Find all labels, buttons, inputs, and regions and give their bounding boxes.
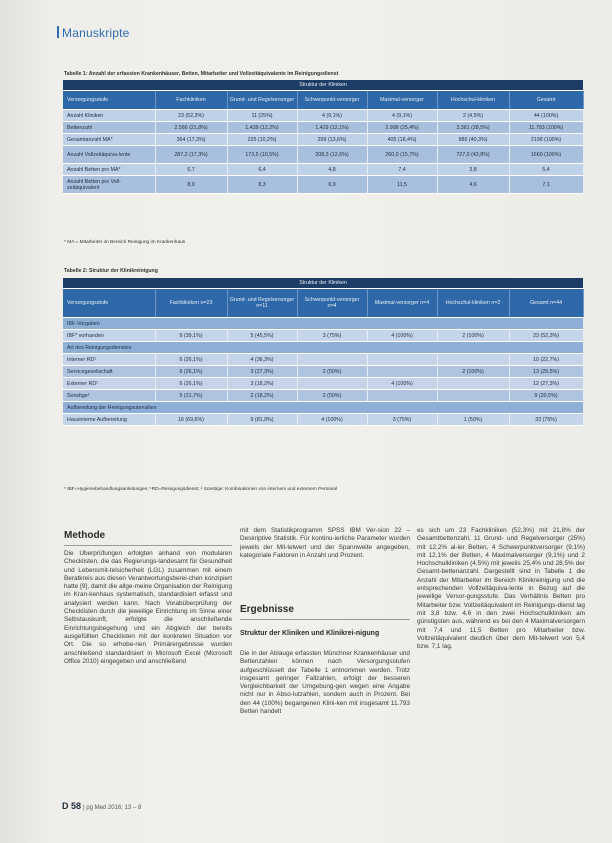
table-cell: 2 (50%)	[297, 390, 367, 402]
table-cell	[437, 354, 509, 366]
table1-band: Struktur der Kliniken	[63, 80, 583, 91]
table-cell	[297, 378, 367, 390]
table-cell: 3,8	[437, 164, 509, 176]
ergebnisse-col2	[240, 650, 410, 790]
table2-column-header: Maximal-versorger n=4	[367, 289, 437, 318]
table-cell: 4 (9,1%)	[297, 110, 367, 122]
table-cell: 6,9	[297, 176, 367, 194]
table2-footnote: * IBF=Hygienebehandlungsanleitungen; ¹RD=Reinigungsdienst; ² Sonstige: Kombinationen von internem und externem Personal	[64, 487, 338, 492]
table-cell	[367, 354, 437, 366]
table-cell: 173,5 (10,5%)	[227, 146, 297, 164]
table-cell: 3 (27,3%)	[227, 366, 297, 378]
title-bar	[57, 26, 59, 38]
table-cell: 6 (26,1%)	[155, 366, 227, 378]
table-cell: 4 (100%)	[367, 378, 437, 390]
table-cell: 3 (18,2%)	[227, 378, 297, 390]
table-cell	[367, 366, 437, 378]
table-cell: 2 (100%)	[437, 330, 509, 342]
table-cell: Servicegesellschaft	[63, 366, 155, 378]
table-cell: Interner RD¹	[63, 354, 155, 366]
table-cell	[297, 354, 367, 366]
methode-heading: Methode	[64, 530, 106, 541]
table-row	[63, 110, 583, 122]
ergebnisse-text: Die in der Ablauge erfassten Münchner Krankenhäuser und Bettenzahlen können nach Versorgungsstufen aufgeschlüsselt der Tabelle 1 entnommen werden. Trotz insgesamt geringer Fallzahlen, erfolgt der besseren Vergleichbarkeit der Umgebung-gen wegen eine Angabe nicht nur in Abso-lutzahlen, sondern auch in Prozent. Bei den 44 (100%) begangenen Klini-ken mit insgesamt 11.793 Betten handelt	[240, 650, 410, 716]
section-title	[57, 26, 130, 40]
table-cell	[437, 390, 509, 402]
table-row	[63, 122, 583, 134]
table-cell: 11,5	[367, 176, 437, 194]
ergebnisse-subheading: Struktur der Kliniken und Klinikrei-nigung	[240, 630, 380, 637]
table-cell: 405 (18,4%)	[367, 134, 437, 146]
table-cell: 4 (36,3%)	[227, 354, 297, 366]
table-cell: 4 (9,1%)	[367, 110, 437, 122]
table-cell: 2 (100%)	[437, 366, 509, 378]
table2-band: Struktur der Kliniken	[63, 278, 583, 289]
table-cell	[437, 378, 509, 390]
table1-column-header: Gesamt	[509, 91, 583, 110]
table-row	[63, 330, 583, 342]
table-row	[63, 146, 583, 164]
section-label: IBF-Vorgaben	[63, 318, 583, 330]
table-cell: 287,2 (17,3%)	[155, 146, 227, 164]
table-cell: 8,9	[155, 176, 227, 194]
table-cell: 4,6	[437, 176, 509, 194]
table-cell: 6 (26,1%)	[155, 378, 227, 390]
table-row	[63, 378, 583, 390]
table-cell: 9 (39,1%)	[155, 330, 227, 342]
table-cell: Gesamtanzahl MA*	[63, 134, 155, 146]
table-cell: 5 (21,7%)	[155, 390, 227, 402]
table1-caption: Tabelle 1: Anzahl der erfassten Krankenhäuser, Betten, Mitarbeiter und Vollzeitäquivalente im Reinigungsdienst	[64, 71, 339, 77]
table-cell: Externer RD¹	[63, 378, 155, 390]
table-cell: 2.566 (21,8%)	[155, 122, 227, 134]
table-cell: 4 (100%)	[297, 414, 367, 426]
journal-source: | pg Med 2016; 13 – 8	[83, 805, 142, 811]
table-cell: Sonstige²	[63, 390, 155, 402]
table-cell: 1.439 (12,2%)	[227, 122, 297, 134]
table-row	[63, 164, 583, 176]
table-cell: Anzahl Vollzeitäquiva-lente	[63, 146, 155, 164]
table-cell: Hausinterne Aufbereitung	[63, 414, 155, 426]
table-cell: 1660 (100%)	[509, 146, 583, 164]
table-cell: 10 (22,7%)	[509, 354, 583, 366]
table-row	[63, 366, 583, 378]
table-cell: 16 (69,6%)	[155, 414, 227, 426]
table-cell: Bettenzahl	[63, 122, 155, 134]
table-cell: 1.429 (12,1%)	[297, 122, 367, 134]
table2-column-header: Hochschul-kliniken n=2	[437, 289, 509, 318]
table-cell: Anzahl Betten pro MA*	[63, 164, 155, 176]
table1-column-header: Maximal-versorger	[367, 91, 437, 110]
section-row	[63, 402, 583, 414]
table-cell: 23 (52,3%)	[509, 330, 583, 342]
table-row	[63, 134, 583, 146]
section-row	[63, 342, 583, 354]
table-cell: 208,3 (12,6%)	[297, 146, 367, 164]
table1-column-header: Schwerpunkt-versorger	[297, 91, 367, 110]
table-cell: 9 (81,9%)	[227, 414, 297, 426]
ergebnisse-heading: Ergebnisse	[240, 604, 294, 615]
table2-caption: Tabelle 2: Struktur der Klinikreinigung	[64, 268, 158, 274]
table-row	[63, 390, 583, 402]
table-cell: 225 (10,2%)	[227, 134, 297, 146]
methode-text: Die Überprüfungen erfolgten anhand von modularen Checklisten, die das Regierungs-landesamt für Gesundheit und Lebensmit-telsicherheit (LGL) zusammen mit einem Beratkreis aus diesen Verantwortungsberei-chen konzipiert hatte [9], damit die allge-meine Organisation der Reinigung im Kran-kenhaus systematisch, standardisiert erfasst und analysiert werden kann. Nach Vorabüberprüfung der Checklisten durch die jeweilige Einrichtung im Sinne einer Selbstauskunft, erfolgte die anschließende Einrichtungsbegehung und ein Abgleich der bereits ausgefüllten Checklisten mit der konkreten Situation vor Ort. Die so erhobe-nen Primärergebnisse wurden anschließend standardisiert in Microsoft Excel (Microsoft Office 2010) eingegeben und anschließend	[64, 550, 232, 665]
table-cell: Anzahl Kliniken	[63, 110, 155, 122]
table-cell: 23 (52,3%)	[155, 110, 227, 122]
ergebnisse-col3	[417, 527, 585, 789]
table-row	[63, 354, 583, 366]
table2-column-header: Schwerpunkt-versorger n=4	[297, 289, 367, 318]
table-cell: 3 (75%)	[297, 330, 367, 342]
table-cell: 6 (26,1%)	[155, 354, 227, 366]
table-cell: 6,4	[227, 164, 297, 176]
table-cell: 7,1	[509, 176, 583, 194]
table-cell: 2 (18,2%)	[227, 390, 297, 402]
table-cell: 5,4	[509, 164, 583, 176]
table-cell: 11 (25%)	[227, 110, 297, 122]
table2-column-header: Gesamt n=44	[509, 289, 583, 318]
table-cell: 4,8	[297, 164, 367, 176]
table-row	[63, 414, 583, 426]
table-cell: 7,4	[367, 164, 437, 176]
table1	[63, 80, 584, 194]
methode-col1	[64, 550, 232, 788]
table-cell: 2 (4,5%)	[437, 110, 509, 122]
page-number: D 58	[62, 801, 82, 811]
table1-column-header: Hochschul-kliniken	[437, 91, 509, 110]
table-cell: 5 (45,5%)	[227, 330, 297, 342]
table-cell: IBF* vorhanden	[63, 330, 155, 342]
table-cell: 260,0 (15,7%)	[367, 146, 437, 164]
section-label: Aufbereitung der Reinigungsutensilien	[63, 402, 583, 414]
divider	[64, 545, 232, 546]
section-label: Art des Reinigungsdienstes	[63, 342, 583, 354]
table2-column-header: Versorgungsstufe	[63, 289, 155, 318]
page-footer	[62, 801, 141, 811]
table2	[63, 278, 584, 426]
divider	[240, 619, 410, 620]
table-cell: Anzahl Betten pro Voll-zeitäquivalent	[63, 176, 155, 194]
table-cell: 6,7	[155, 164, 227, 176]
table2-column-header: Grund- und Regelversorger n=11	[227, 289, 297, 318]
table-cell: 4 (100%)	[367, 330, 437, 342]
table-cell: 364 (17,3%)	[155, 134, 227, 146]
table-cell: 9 (20,5%)	[509, 390, 583, 402]
brand-label: Manuskripte	[62, 26, 130, 40]
table-cell: 3 (75%)	[367, 414, 437, 426]
table-cell: 299 (13,6%)	[297, 134, 367, 146]
table2-column-header: Fachkliniken n=23	[155, 289, 227, 318]
table1-column-header: Fachkliniken	[155, 91, 227, 110]
table-cell: 2.998 (25,4%)	[367, 122, 437, 134]
table-cell: 12 (27,3%)	[509, 378, 583, 390]
table1-footnote: * MA = Mitarbeiter im Bereich Reinigung im Krankenhaus	[64, 240, 186, 245]
section-row	[63, 318, 583, 330]
table-cell: 727,0 (43,8%)	[437, 146, 509, 164]
table-cell: 13 (29,5%)	[509, 366, 583, 378]
ergebnisse-text-cont: es sich um 23 Fachkliniken (52,3%) mit 21,8% der Gesamtbettenzahl, 11 Grund- und Regelversorger (25%) mit 12,2% al-ler Betten, 4 Schwerpunktversorger (9,1%) mit 12,1% der Betten, 4 Maximalversorger (9,1%) und 2 Hochschulkliniken (4,5%) mit jeweils 25,4% und 28,5% der Gesamt-bettenanzahl. Dargestellt sind in Tabelle 1 die Anzahl der Mitarbeiter im Bereich Klinikreinigung und die entsprechenden Vollzeitäquiva-lente in Bezug auf die jeweilige Versor-gungsstufe. Das Verhältnis Betten pro Mitarbeiter bzw. Vollzeitäquivalent im Reinigungs-dienst lag mit 3,8 bzw. 4,6 in den zwei Hochschulkliniken am günstigsten aus, während es bei den 4 Maximalversorgern mit 7,4 und 11,5 Betten pro Mitarbeiter bzw. Vollzeitäquivalent deutlich über dem Mit-telwert von 5,4 bzw. 7,1 lag.	[417, 527, 585, 651]
table-cell: 44 (100%)	[509, 110, 583, 122]
table1-column-header: Grund- und Regelversorger	[227, 91, 297, 110]
table-cell: 8,3	[227, 176, 297, 194]
table-cell: 2 (50%)	[297, 366, 367, 378]
table-cell: 3.361 (28,5%)	[437, 122, 509, 134]
table-cell: 886 (40,3%)	[437, 134, 509, 146]
methode-col2	[240, 527, 410, 560]
table-cell	[367, 390, 437, 402]
table1-column-header: Versorgungsstufe	[63, 91, 155, 110]
table-cell: 33 (75%)	[509, 414, 583, 426]
table-cell: 11.793 (100%)	[509, 122, 583, 134]
methode-text-cont: mit dem Statistikprogramm SPSS IBM Ver-sion 22 – Deskriptive Statistik. Für kontinu-ierliche Parameter wurden jeweils der Mit-telwert und der Spannweite angegeben, kategoriale Faktoren in Anzahl und Prozent.	[240, 527, 410, 559]
table-cell: 1 (50%)	[437, 414, 509, 426]
table-row	[63, 176, 583, 194]
table-cell: 2198 (100%)	[509, 134, 583, 146]
